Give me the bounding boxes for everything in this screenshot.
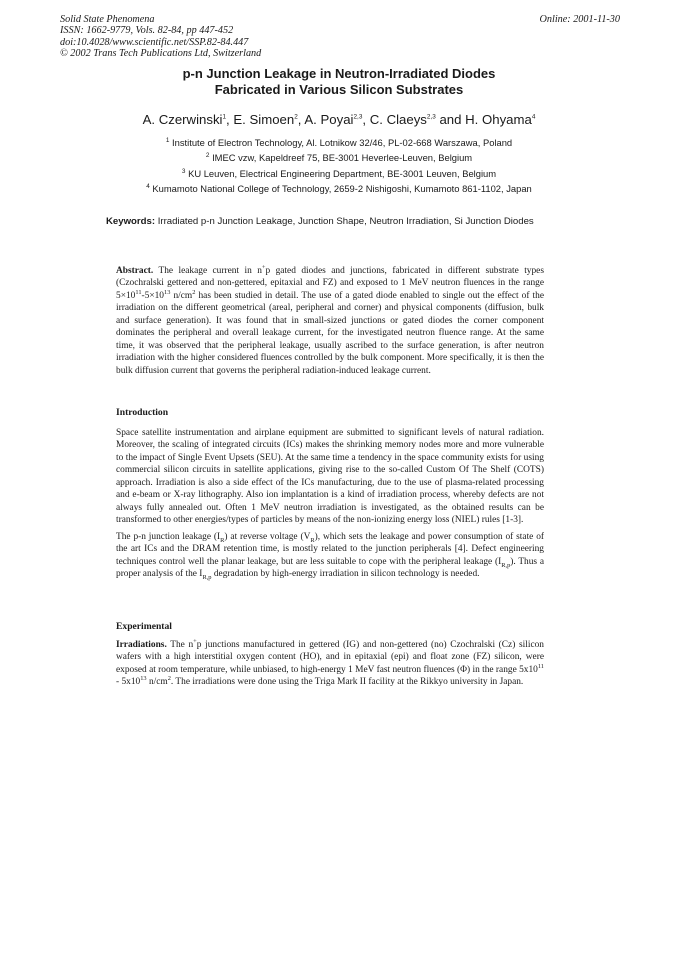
experimental-heading: Experimental	[116, 621, 172, 632]
affiliation-item: $^1$ Institute of Electron Technology, Al. Lotnikow 32/46, PL-02-668 Warszawa, Poland	[165, 136, 513, 148]
author: E. Simoen$^2$,	[233, 112, 305, 127]
affiliation-item: $^4$ Kumamoto National College of Technology, 2659-2 Nishigoshi, Kumamoto 861-1102, Japan	[146, 183, 532, 195]
abstract: Abstract. The leakage current in n+p gated diodes and junctions, fabricated in different substrate types (Czochralski gettered and non-gettered, epitaxial and FZ) and exposed to 1 MeV neutron fluences in the range $5\times 10^{11}-5\times 10^{13}$ $n/cm^2$ has been studied in detail. The use of a gated diode enabled to single out the effect of the irradiation on the different geometrical (areal, peripheral and corner) and physical components (diffusion, bulk and surface generation). It was found that in small-sized junctions or gated diodes the corner component dominates the peripheral and overall leakage current, for the investigated neutron fluence range. At the same time, it was observed that the peripheral leakage, usually ascribed to the surface generation, is after neutron irradiation with the higher considered fluences controlled by the bulk component. More specifically, it is then the bulk diffusion current that governs the peripheral radiation-induced leakage current.	[116, 263, 544, 376]
author: H. Ohyama$^4$	[465, 112, 536, 127]
journal-name: Solid State Phenomena	[60, 14, 155, 25]
experimental-body: Irradiations. The n+p junctions manufactured in gettered (IG) and non-gettered (no) Czochralski (Cz) silicon wafers with a high interstitial oxygen content (HO), and in epitaxial (epi) and float zone (FZ) silicon, were exposed at room temperature, while unbiased, to high-energy 1 MeV fast neutron fluences (Φ) in the range $5x10^{11} - 5x10^{13}$ $n/cm^2$. The irradiations were done using the Triga Mark II facility at the Rikkyo university in Japan.	[116, 637, 544, 688]
paper-title	[60, 66, 618, 97]
introduction-heading: Introduction	[116, 407, 169, 418]
author-list	[60, 112, 618, 127]
author: A. Poyai$^{2,3}$,	[304, 112, 370, 127]
keywords	[106, 216, 534, 228]
keywords-text: Irradiated p-n Junction Leakage, Junction Shape, Neutron Irradiation, Si Junction Diodes	[157, 216, 534, 227]
copyright-line: © 2002 Trans Tech Publications Ltd, Switzerland	[60, 47, 262, 59]
irradiations-label: Irradiations.	[116, 640, 167, 650]
issn-line: ISSN: 1662-9779, Vols. 82-84, pp 447-452	[60, 25, 234, 37]
keywords-label: Keywords:	[106, 216, 156, 227]
paragraph: The p-n junction leakage $(I_R)$ at reverse voltage $(V_R)$, which sets the leakage and power consumption of state of the art ICs and the DRAM retention time, is mostly related to the junction peripherals [4]. Defect engineering techniques control well the planar leakage, but are less suitable to cope with the peripheral leakage $(I_{R,p})$. Thus a proper analysis of the $I_{R,p}$ degradation by high-energy irradiation in silicon technology is needed.	[116, 531, 545, 581]
affiliations	[60, 135, 618, 197]
paragraph: Space satellite instrumentation and airplane equipment are submitted to significant levels of natural radiation. Moreover, the scaling of integrated circuits (ICs) makes the shrinking memory nodes more and more vulnerable to the impact of Single Event Upsets (SEU). At the same time a tendency in the space community exists for using commercial silicon circuits in satellite applications, giving rise to the so-called Custom Of The Shelf (COTS) approach. Irradiation is also a side effect of the ICs manufacturing, due to the use of plasma-related processing and e-beam or X-ray lithography. Also ion implantation is a kind of irradiation process, whereby defects are not always fully annealed out. Often 1 MeV neutron irradiation is investigated, as the obtained results can be transformed to other energies/types of particles by means of the non-ionizing energy loss (NIEL) rules [1-3].	[116, 428, 544, 526]
title-line-2: Fabricated in Various Silicon Substrates	[214, 81, 464, 97]
introduction-body	[116, 427, 544, 580]
author: C. Claeys$^{2,3}$ and	[369, 112, 466, 127]
doi-link[interactable]: doi:10.4028/www.scientific.net/SSP.82-84.447	[60, 36, 249, 48]
affiliation-item: $^2$ IMEC vzw, Kapeldreef 75, BE-3001 Heverlee-Leuven, Belgium	[205, 152, 473, 164]
author: A. Czerwinski$^1$,	[142, 112, 234, 127]
journal-header	[60, 14, 620, 59]
title-line-1: p-n Junction Leakage in Neutron-Irradiated Diodes	[182, 66, 496, 81]
affiliation-item: $^3$ KU Leuven, Electrical Engineering Department, BE-3001 Leuven, Belgium	[181, 167, 497, 179]
online-date: Online: 2001-11-30	[539, 14, 620, 25]
abstract-label: Abstract.	[116, 266, 154, 276]
